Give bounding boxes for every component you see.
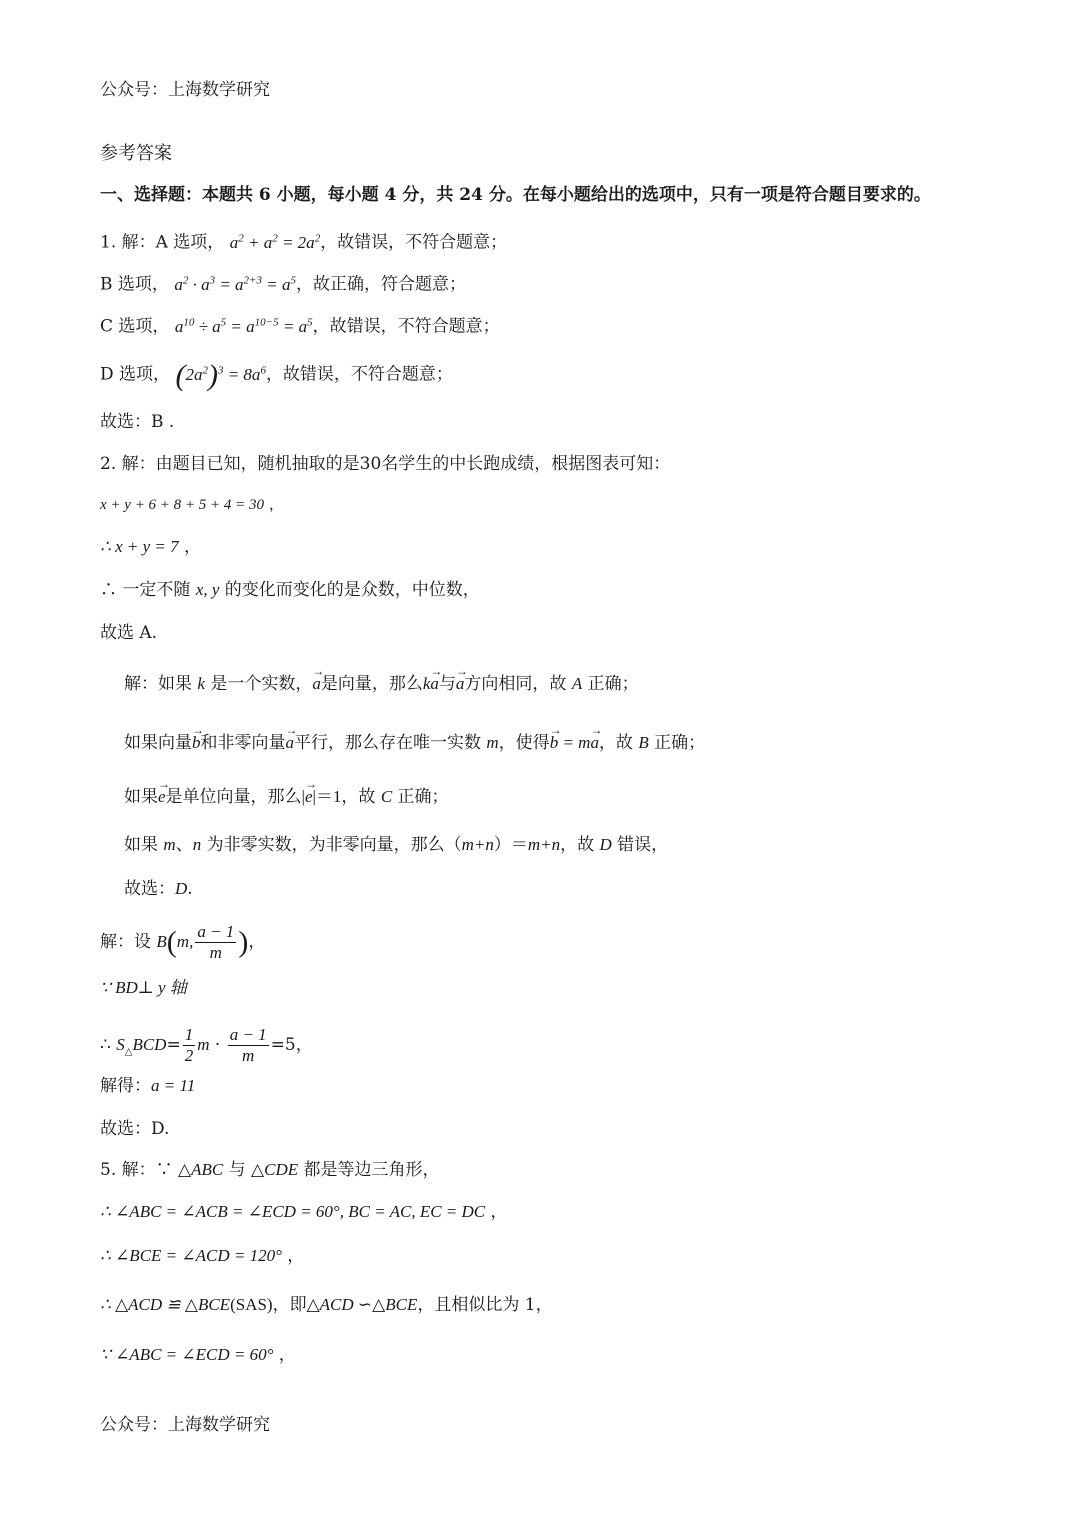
q1-c-tail: ，故错误，不符合题意； xyxy=(312,316,500,337)
q3-l1-e: 方向相同，故 xyxy=(464,674,572,694)
q2-eq2: ∴ x + y = 7 xyxy=(100,537,179,556)
vector-a3: a → xyxy=(456,672,465,696)
option-a-label: A xyxy=(571,674,583,693)
answer-title: 参考答案 xyxy=(100,143,172,164)
q1-eq-d: $(2a^2)^3 = 8a^6$ xyxy=(175,358,266,392)
eq-sign: = m xyxy=(558,733,591,752)
var-m: m xyxy=(486,733,499,752)
q2-eq1: x + y + 6 + 8 + 5 + 4 = 30 xyxy=(100,497,265,513)
q4-line3: ∴ $S_\triangle BCD=$ $\frac{1}{2}$ m · $\frac{a - 1}{m}$ =5， xyxy=(100,1025,313,1065)
q4-answer: 故选：D. xyxy=(100,1119,170,1139)
q4-l1-tail: ， xyxy=(248,932,266,952)
q5-l4-e: ，且相似比为 1， xyxy=(417,1295,553,1315)
q4-l1-head: 解：设 xyxy=(100,932,157,952)
q3-l4-c: 为非零实数，为非零向量，那么（ xyxy=(201,835,462,855)
q3-l1-d: 与 xyxy=(438,674,456,694)
q5-line4 xyxy=(100,1293,553,1317)
q1-option-b xyxy=(100,268,466,297)
q3-l4-b: 、 xyxy=(175,835,193,855)
q5-l1-c: 都是等边三角形， xyxy=(298,1160,440,1180)
q5-l4-c: ，即 xyxy=(272,1295,307,1315)
section-heading: 一、选择题：本题共 6 小题，每小题 4 分，共 24 分。在每小题给出的选项中，只有一项是符合题目要求的。 xyxy=(100,185,931,205)
q1-d-tail: ，故错误，不符合题意； xyxy=(265,364,453,385)
q1-intro: 1. 解：A 选项， xyxy=(100,232,225,253)
q4-l3-tail: =5， xyxy=(270,1035,313,1055)
q2-intro: 2. 解：由题目已知，随机抽取的是30名学生的中长跑成绩，根据图表可知： xyxy=(100,454,671,474)
vector-b: b → xyxy=(192,731,201,755)
fraction-half: $\frac{1}{2}$ xyxy=(184,1025,194,1065)
q1-a-tail: ，故错误，不符合题意； xyxy=(320,232,508,253)
var-n: n xyxy=(192,835,202,854)
var-m2: m xyxy=(163,835,176,854)
q5-l3-tail: ， xyxy=(281,1246,305,1266)
q1-c-head: C 选项， xyxy=(100,316,170,337)
q1-answer: 故选：B . xyxy=(100,412,175,432)
page-header: 公众号：上海数学研究 xyxy=(100,80,270,100)
expr-mn2: m+n xyxy=(527,835,561,854)
q1-b-tail: ，故正确，符合题意； xyxy=(295,274,466,295)
vector-a4: a → xyxy=(286,731,295,755)
vector-a5: a → xyxy=(590,731,599,755)
q1-option-a xyxy=(100,226,507,255)
q5-line3 xyxy=(100,1244,304,1268)
abs-e: |e →|＝1 xyxy=(302,787,342,806)
q5-l5-tail: ， xyxy=(273,1345,296,1365)
q4-line1: 解：设 B(m, $\frac{a - 1}{m}$ )， xyxy=(100,922,266,962)
option-c-label: C xyxy=(380,787,393,806)
q1-b-head: B 选项， xyxy=(100,274,169,295)
q5-line5 xyxy=(100,1343,296,1367)
q3-l4-f: 错误， xyxy=(611,835,669,855)
q5-l1-a: 5. 解：∵ △ xyxy=(100,1160,192,1180)
q3-l3-c: ，故 xyxy=(341,787,381,807)
q4-line2: ∵ BD⊥ y 轴 xyxy=(100,978,187,997)
vector-e: e → xyxy=(158,785,166,809)
q3-line3 xyxy=(124,785,449,809)
q3-line2 xyxy=(124,731,705,755)
var-k2: k xyxy=(422,674,431,693)
q5-l5: ∵ ∠ABC = ∠ECD = 60° xyxy=(100,1345,274,1364)
q1-option-d xyxy=(100,358,453,392)
q3-l3-a: 如果 xyxy=(124,787,158,807)
q5-l1-b: 与 xyxy=(223,1160,252,1180)
q5-l2: ∴ ∠ABC = ∠ACB = ∠ECD = 60°, BC = AC, EC = DC xyxy=(100,1202,486,1221)
q2-eq2-tail: ， xyxy=(178,537,202,557)
option-b-label: B xyxy=(638,733,649,752)
q1-d-head: D 选项， xyxy=(100,364,171,385)
q5-l3: ∴ ∠BCE = ∠ACD = 120° xyxy=(100,1246,282,1265)
q2-conclusion xyxy=(100,578,480,602)
q4-line4 xyxy=(100,1074,195,1098)
q5-line2 xyxy=(100,1200,508,1224)
q3-l1-a: 解：如果 xyxy=(124,674,198,694)
q2-eq1-tail: ， xyxy=(264,495,284,513)
q1-eq-c: $a^{10} \div a^5 = a^{10-5} = a^5$ xyxy=(174,316,313,336)
q4-l4: 解得： xyxy=(100,1076,151,1096)
q2-answer: 故选 A. xyxy=(100,623,158,643)
q5-l4-d: △ACD ∽△BCE xyxy=(306,1295,418,1314)
q2-concl-tail: 的变化而变化的是众数，中位数， xyxy=(219,580,480,600)
q3-l4-a: 如果 xyxy=(124,835,164,855)
q2-concl-head: ∴ 一定不随 xyxy=(100,580,196,600)
q2-eq1-line xyxy=(100,492,284,517)
q3-l2-d: ，使得 xyxy=(498,733,550,753)
vector-b2: b → xyxy=(550,731,559,755)
q3-l2-e: ，故 xyxy=(598,733,639,753)
q3-l1-b: 是一个实数， xyxy=(204,674,313,694)
q1-eq-b: $a^2 \cdot a^3 = a^{2+3} = a^5$ xyxy=(174,274,296,294)
q2-eq2-line xyxy=(100,535,201,559)
var-k: k xyxy=(197,674,205,693)
vector-a: a → xyxy=(312,672,321,696)
q3-l2-c: 平行，那么存在唯一实数 xyxy=(294,733,487,753)
q3-l2-a: 如果向量 xyxy=(124,733,192,753)
q3-l4-e: ，故 xyxy=(560,835,600,855)
expr-mn: m+n xyxy=(461,835,494,854)
vector-a2: a → xyxy=(430,672,439,696)
q3-l1-c: 是向量，那么 xyxy=(320,674,423,694)
page-footer: 公众号：上海数学研究 xyxy=(100,1415,270,1435)
q5-l2-tail: ， xyxy=(485,1202,508,1222)
fraction-a1-m: $\frac{a - 1}{m}$ xyxy=(197,922,235,962)
q3-line1 xyxy=(124,672,639,696)
q3-l3-b: 是单位向量，那么 xyxy=(165,787,302,807)
q3-answer: 故选：D. xyxy=(124,879,193,899)
q5-l4-a: ∴ △ACD ≌ △BCE xyxy=(100,1295,231,1314)
q5-l4-b: (SAS) xyxy=(230,1295,273,1314)
q4-l4-val: a = 11 xyxy=(151,1076,196,1095)
q3-l2-b: 和非零向量 xyxy=(200,733,286,753)
q1-eq-a: $a^2 + a^2 = 2a^2$ xyxy=(229,232,321,252)
q3-l1-f: 正确； xyxy=(582,674,639,694)
q3-l4-d: ）＝ xyxy=(493,835,528,855)
fraction-a1-m2: $\frac{a - 1}{m}$ xyxy=(229,1025,267,1065)
q1-option-c xyxy=(100,310,500,339)
option-d-label: D xyxy=(599,835,612,854)
q5-line1: 5. 解：∵ △ABC 与 △CDE 都是等边三角形， xyxy=(100,1160,440,1180)
q2-concl-var: x, y xyxy=(195,580,220,599)
q3-l3-d: 正确； xyxy=(392,787,449,807)
q3-line4 xyxy=(124,833,668,857)
q3-l2-f: 正确； xyxy=(648,733,706,753)
